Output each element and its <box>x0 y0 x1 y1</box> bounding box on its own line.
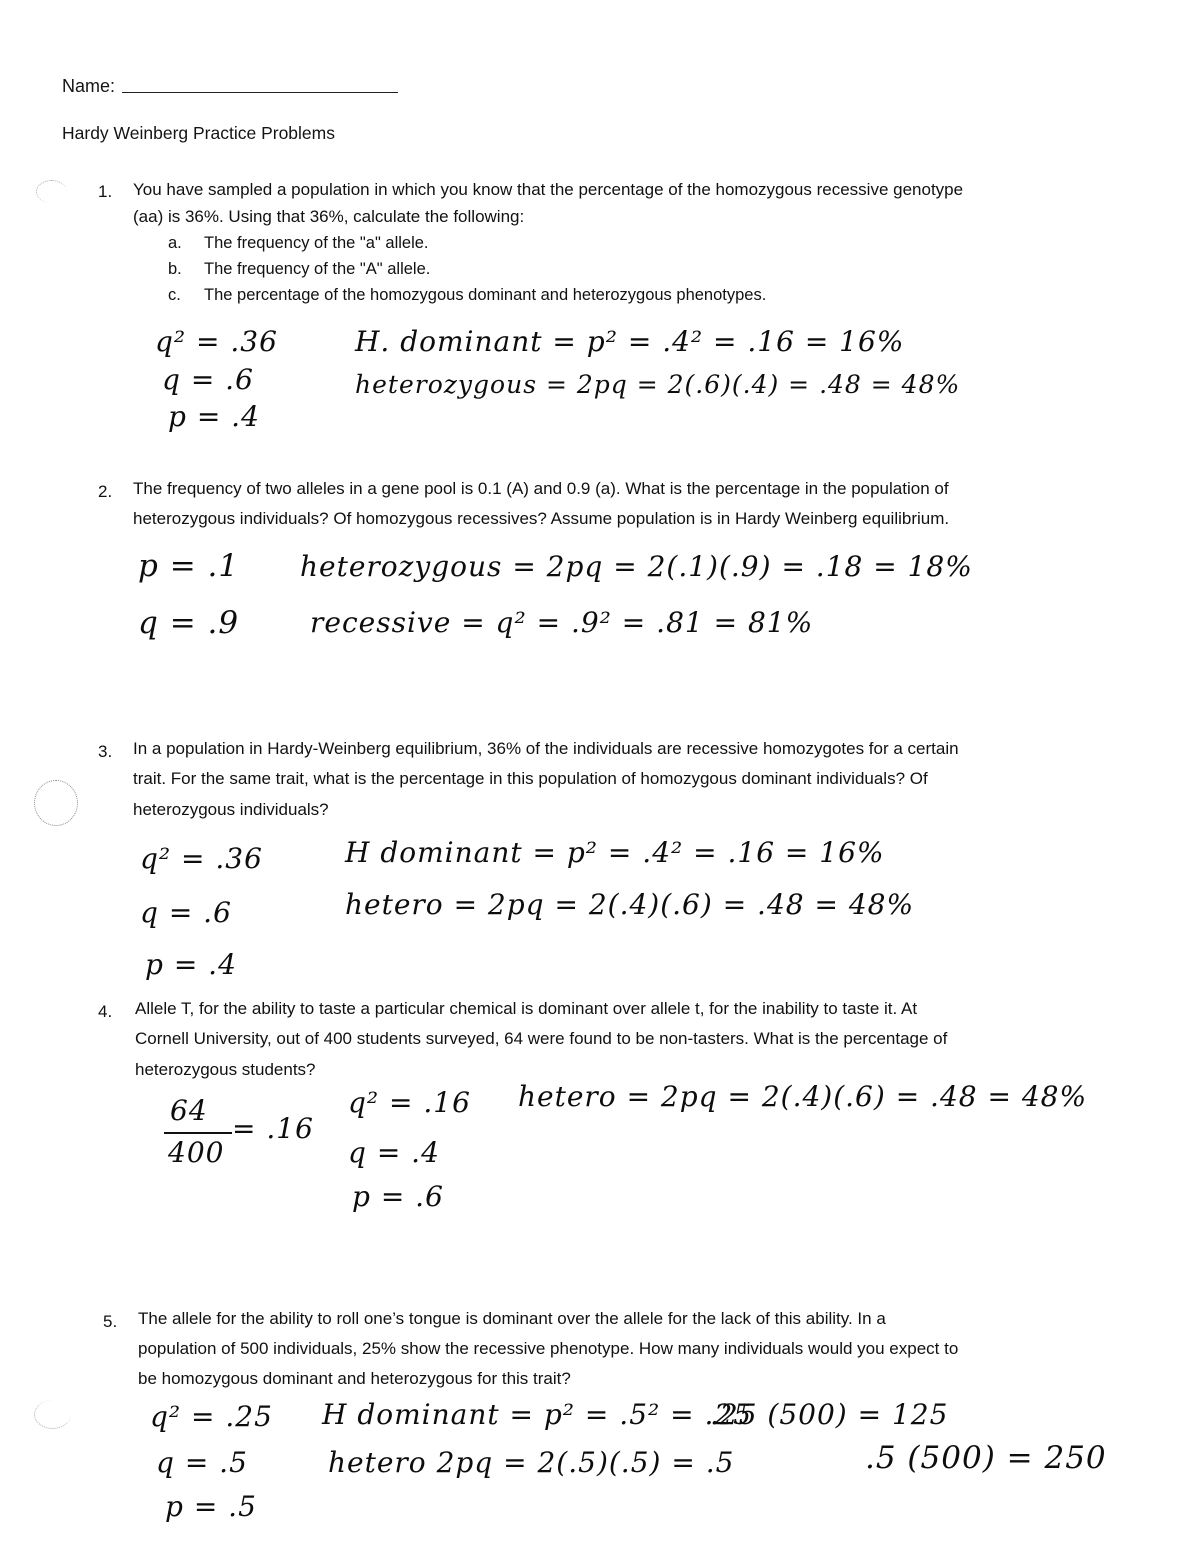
handwritten-work: p = .4 <box>168 400 260 433</box>
problem-text-line: trait. For the same trait, what is the percentage in this population of homozygous dominant individuals? Of <box>133 769 928 788</box>
handwritten-work: .25 (500) = 125 <box>710 1398 949 1431</box>
fraction-result: = .16 <box>232 1112 314 1145</box>
problem-number: 1. <box>98 182 113 201</box>
handwritten-work: hetero 2pq = 2(.5)(.5) = .5 <box>328 1446 735 1479</box>
subpart-text: The frequency of the "a" allele. <box>204 234 429 252</box>
name-blank-line <box>122 92 398 93</box>
problem-number: 2. <box>98 482 113 501</box>
fraction-bar <box>164 1132 232 1134</box>
subpart-letter: c. <box>168 286 181 304</box>
margin-mark <box>34 1400 71 1429</box>
problem-number: 3. <box>98 742 113 761</box>
handwritten-work: hetero = 2pq = 2(.4)(.6) = .48 = 48% <box>518 1080 1088 1113</box>
handwritten-work: H. dominant = p² = .4² = .16 = 16% <box>355 325 905 358</box>
handwritten-work: q = .6 <box>162 363 254 396</box>
handwritten-work: q = .4 <box>348 1136 440 1169</box>
handwritten-work: H dominant = p² = .5² = .25 <box>322 1398 753 1431</box>
problem-text-line: Cornell University, out of 400 students surveyed, 64 were found to be non-tasters. What is the percentage of <box>135 1029 948 1048</box>
fraction-numerator: 64 <box>170 1094 208 1127</box>
margin-mark <box>36 180 67 203</box>
worksheet-title: Hardy Weinberg Practice Problems <box>62 123 335 143</box>
handwritten-work: p = .1 <box>138 548 240 584</box>
handwritten-work: q² = .25 <box>150 1400 273 1433</box>
problem-text-line: heterozygous students? <box>135 1060 316 1079</box>
subpart-letter: b. <box>168 260 182 278</box>
fraction-denominator: 400 <box>168 1136 225 1169</box>
problem-text-line: heterozygous individuals? Of homozygous recessives? Assume population is in Hardy Weinberg equilibrium. <box>133 509 950 528</box>
problem-text-line: Allele T, for the ability to taste a particular chemical is dominant over allele t, for the inability to taste it. At <box>135 999 918 1018</box>
handwritten-work: q² = .36 <box>140 842 263 875</box>
subpart-letter: a. <box>168 234 182 252</box>
handwritten-work: H dominant = p² = .4² = .16 = 16% <box>345 836 885 869</box>
subpart-text: The frequency of the "A" allele. <box>204 260 431 278</box>
problem-text-line: population of 500 individuals, 25% show the recessive phenotype. How many individuals would you expect to <box>138 1339 959 1358</box>
handwritten-work: .5 (500) = 250 <box>865 1440 1107 1476</box>
handwritten-work: q² = .16 <box>348 1086 471 1119</box>
handwritten-work: p = .4 <box>145 948 237 981</box>
problem-text-line: You have sampled a population in which you know that the percentage of the homozygous recessive genotype <box>133 180 964 199</box>
problem-number: 4. <box>98 1002 113 1021</box>
margin-mark <box>34 780 78 826</box>
problem-text-line: In a population in Hardy-Weinberg equilibrium, 36% of the individuals are recessive homozygotes for a certain <box>133 739 959 758</box>
handwritten-work: q = .5 <box>156 1446 248 1479</box>
handwritten-work: recessive = q² = .9² = .81 = 81% <box>310 606 814 639</box>
problem-number: 5. <box>103 1312 118 1331</box>
handwritten-work: hetero = 2pq = 2(.4)(.6) = .48 = 48% <box>345 888 915 921</box>
handwritten-work: heterozygous = 2pq = 2(.6)(.4) = .48 = 48% <box>355 370 961 399</box>
problem-text-line: The allele for the ability to roll one’s tongue is dominant over the allele for the lack of this ability. In a <box>138 1309 886 1328</box>
handwritten-work: q² = .36 <box>155 325 278 358</box>
problem-text-line: The frequency of two alleles in a gene pool is 0.1 (A) and 0.9 (a). What is the percentage in the population of <box>133 479 949 498</box>
name-label: Name: <box>62 76 116 96</box>
problem-text-line: be homozygous dominant and heterozygous for this trait? <box>138 1369 571 1388</box>
handwritten-work: p = .5 <box>165 1490 257 1523</box>
problem-text-line: heterozygous individuals? <box>133 800 329 819</box>
subpart-text: The percentage of the homozygous dominant and heterozygous phenotypes. <box>204 286 767 304</box>
problem-text-line: (aa) is 36%. Using that 36%, calculate the following: <box>133 207 525 226</box>
handwritten-work: heterozygous = 2pq = 2(.1)(.9) = .18 = 18% <box>300 550 973 583</box>
handwritten-work: q = .6 <box>140 896 232 929</box>
handwritten-work: p = .6 <box>352 1180 444 1213</box>
handwritten-work: q = .9 <box>138 605 240 641</box>
